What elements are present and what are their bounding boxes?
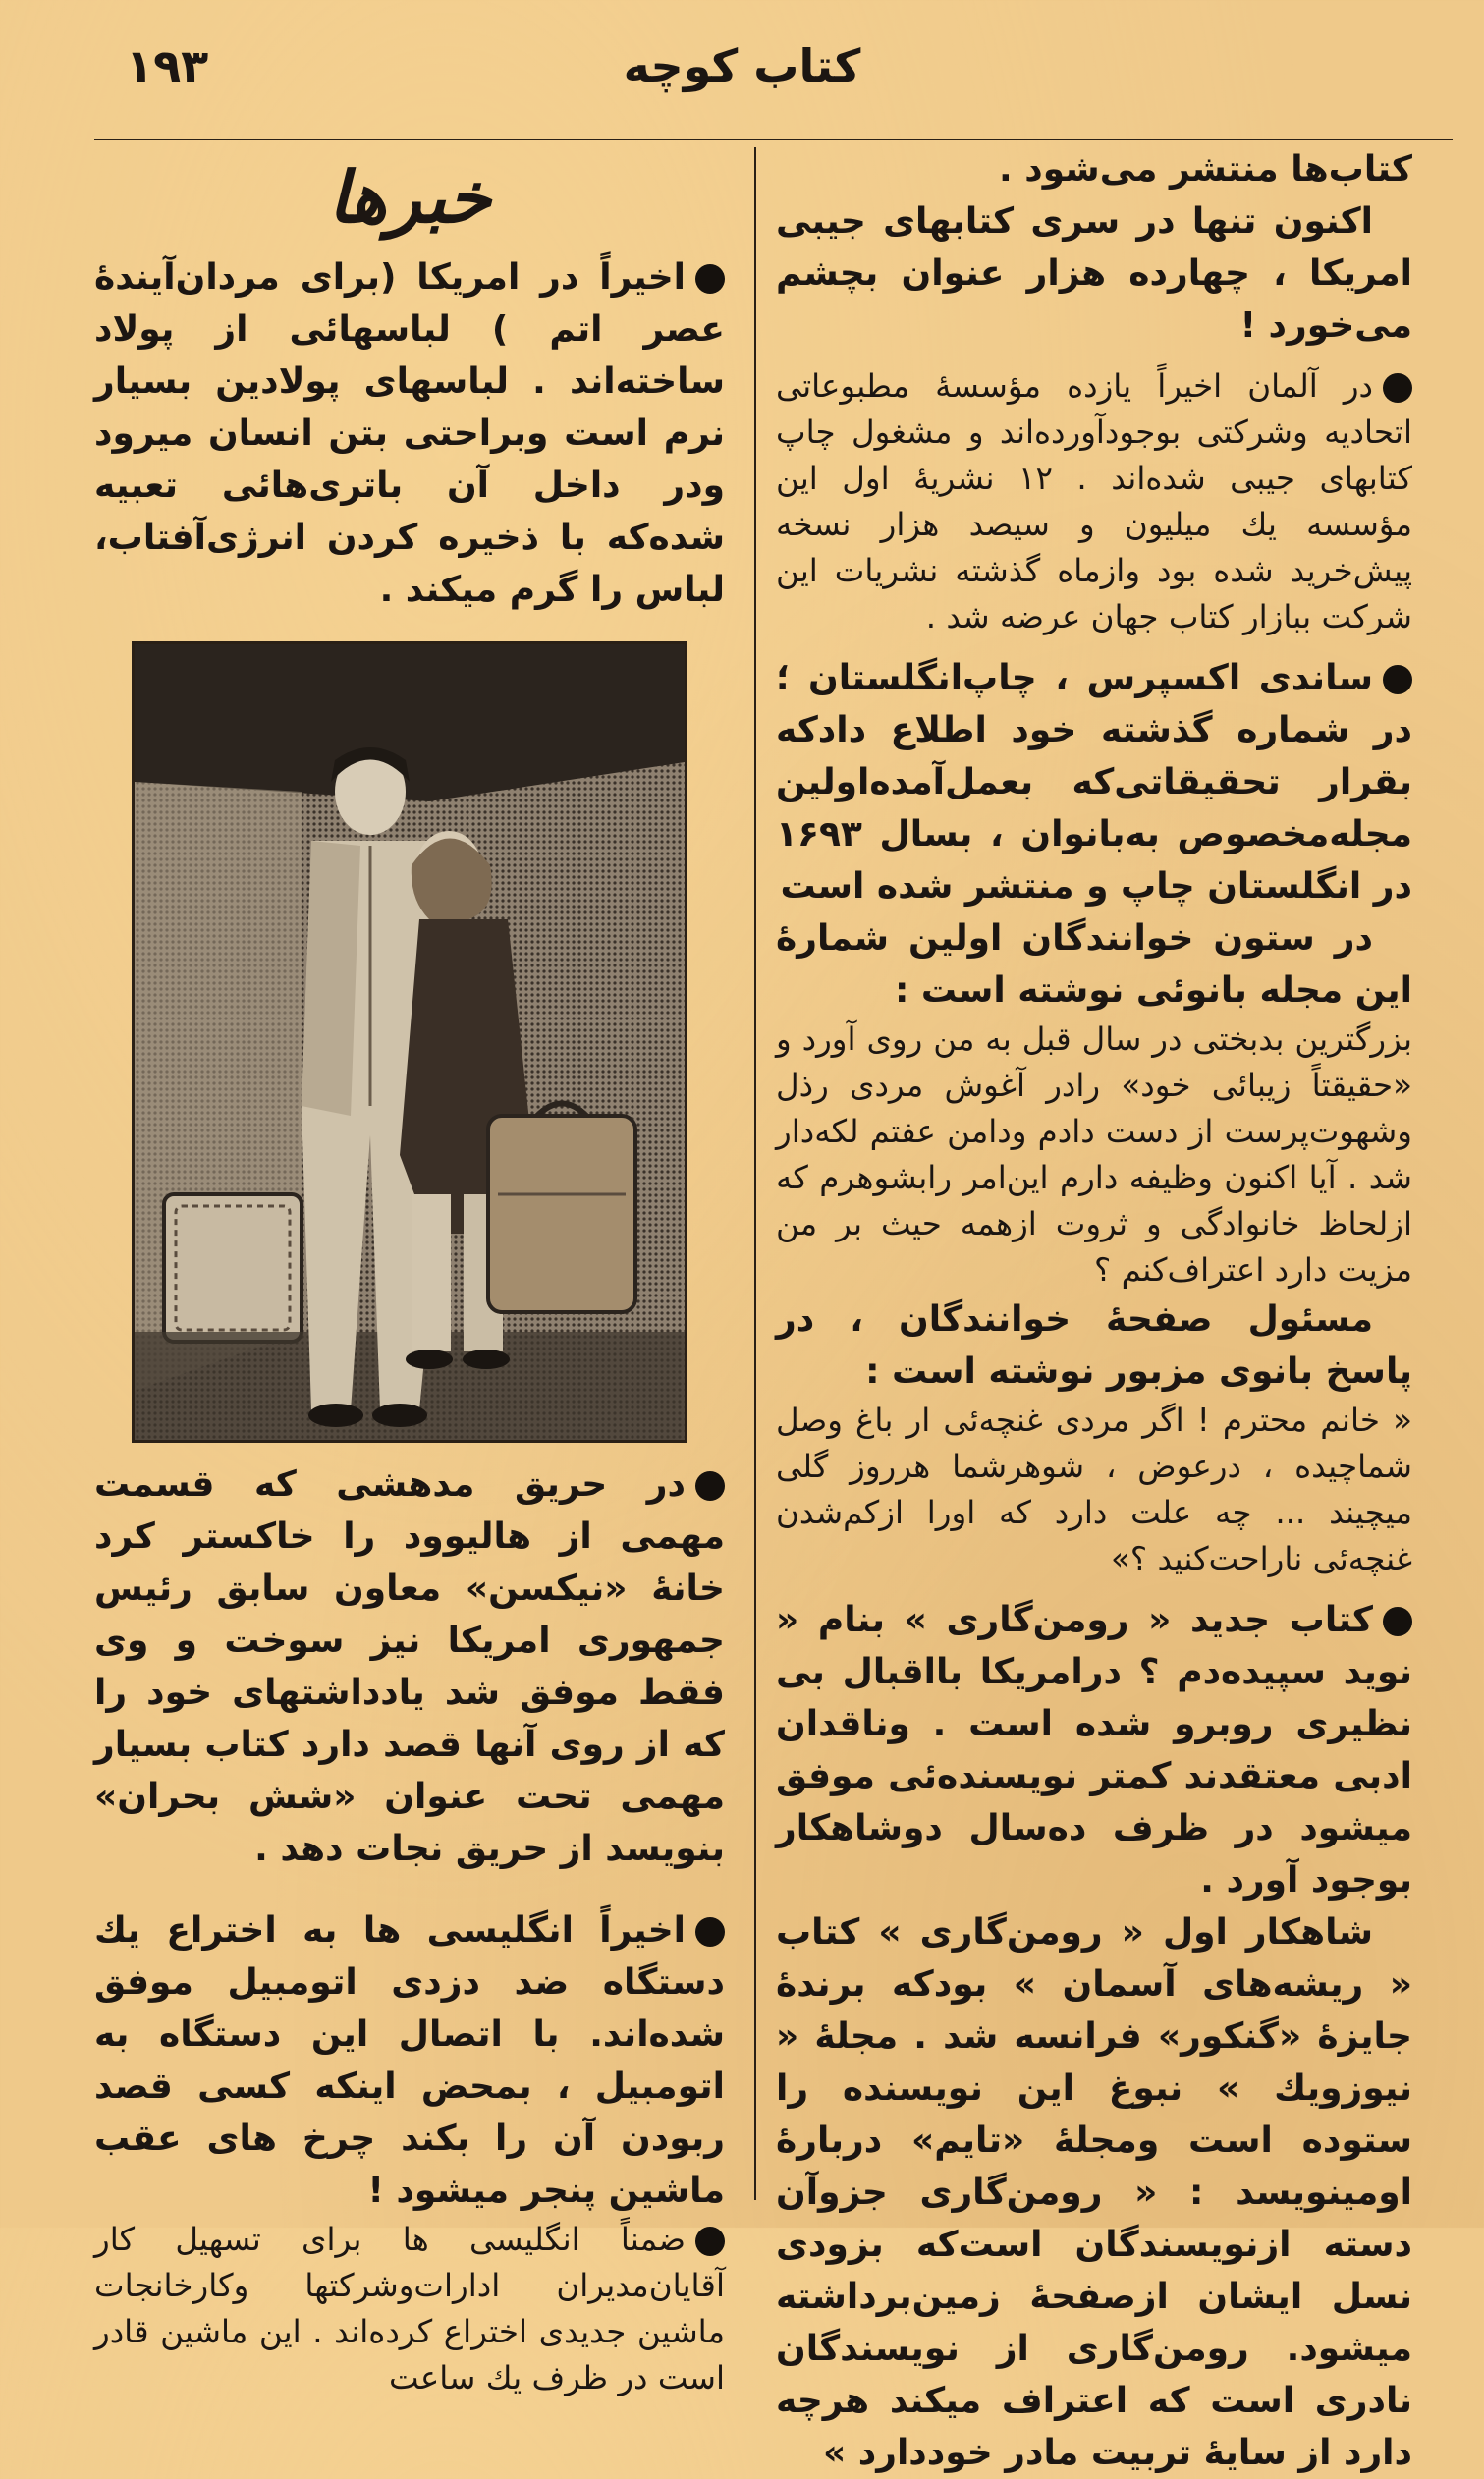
bullet-icon — [695, 1471, 725, 1501]
paragraph: بزرگترین بدبختی در سال قبل به من روی آورد و «حقیقتاً زیبائی خود» رادر آغوش مردی رذل وشهوت‌پرست از دست دادم ودامن عفتم لکه‌دار شد . آیا اکنون وظیفه دارم این‌امر رابشوهرم که ازلحاظ خانوادگی و ثروت ازهمه حیث بر من مزیت دارد اعتراف‌کنم ؟ — [776, 1020, 1412, 1289]
bullet-icon — [1383, 373, 1412, 403]
news-item: اخیراً انگلیسی ها به اختراع یك دستگاه ضد دزدی اتومبیل موفق شده‌اند. با اتصال این دستگاه به اتومبیل ، بمحض اینکه کسی قصد ربودن آن را بکند چرخ های عقب ماشین پنجر میشود ! — [94, 1910, 725, 2211]
bullet-icon — [695, 2227, 725, 2256]
bullet-icon — [695, 264, 725, 294]
page-number: ۱۹۳ — [126, 39, 209, 92]
paragraph: کتاب جدید « رومن‌گاری » بنام « نوید سپیده‌دم ؟ درامریکا بااقبال بی نظیری روبرو شده است . وناقدان ادبی معتقدند کمتر نویسنده‌ئی موفق میشود در ظرف ده‌سال دوشاهکار بوجود آورد . — [776, 1600, 1412, 1901]
column-divider — [754, 147, 756, 2200]
header-rule — [94, 138, 1453, 140]
news-item: در حریق مدهشی که قسمت مهمی از هالیوود را خاکستر کرد خانهٔ «نیکسن» معاون سابق رئیس جمهوری امریکا نیز سوخت و وی فقط موفق شد یادداشتهای خود را که از روی آنها قصد دارد کتاب بسیار مهمی تحت عنوان «شش بحران» بنویسد از حریق نجات دهد . — [94, 1464, 725, 1869]
news-item: اخیراً در امریکا (برای مردان‌آیندهٔ عصر اتم ) لباسهائی از پولاد ساخته‌اند . لباسهای پولادین بسیار نرم است وبراحتی بتن انسان میرود ودر داخل آن باتری‌هائی تعبیه شده‌که با ذخیره کردن انرژی‌آفتاب، لباس را گرم میکند . — [94, 257, 725, 610]
paragraph: اکنون تنها در سری کتابهای جیبی امریکا ، چهارده هزار عنوان بچشم می‌خورد ! — [776, 201, 1412, 346]
paragraph: در آلمان اخیراً یازده مؤسسهٔ مطبوعاتی اتحادیه وشرکتی بوجودآورده‌اند و مشغول چاپ کتابهای جیبی شده‌اند . ۱۲ نشریهٔ اول این مؤسسه یك میلیون و سیصد هزار نسخه پیش‌خرید شده بود وازماه گذشته نشریات این شرکت ببازار کتاب جهان عرضه شد . — [776, 367, 1412, 635]
paragraph: کتاب‌ها منتشر می‌شود . — [999, 149, 1412, 190]
news-section-heading: خبرها — [328, 155, 491, 239]
paragraph: « خانم محترم ! اگر مردی غنچه‌ئی ار باغ وصل شماچیده ، درعوض ، شوهرشما هرروز گلی میچیند ... چه علت دارد که اورا ازکم‌شدن غنچه‌ئی ناراحت‌کنید ؟» — [776, 1402, 1412, 1577]
bullet-icon — [1383, 1607, 1412, 1636]
news-item: ضمناً انگلیسی ها برای تسهیل کار آقایان‌مدیران ادارات‌وشرکتها وکارخانجات ماشین جدیدی اختراع کرده‌اند . این ماشین قادر است در ظرف یك ساعت — [94, 2221, 725, 2396]
left-column — [94, 143, 725, 2401]
paragraph: شاهکار اول « رومن‌گاری » کتاب « ریشه‌های آسمان » بودکه برندهٔ جایزهٔ «گنکور» فرانسه شد . مجلهٔ « نیوزویك » نبوغ این نویسنده را ستوده است ومجلهٔ «تایم» دربارهٔ اومینویسد : « رومن‌گاری جزوآن دسته ازنویسندگان است‌که بزودی نسل ایشان ازصفحهٔ زمین‌برداشته میشود. رومن‌گاری از نویسندگان نادری است که اعتراف میکند هرچه دارد از سایهٔ تربیت مادر خوددارد » — [776, 1912, 1412, 2473]
bullet-icon — [695, 1917, 725, 1947]
magazine-title: کتاب کوچه — [623, 39, 861, 92]
paragraph: ساندی اکسپرس ، چاپ‌انگلستان ؛ در شماره گذشته خود اطلاع دادکه بقرار تحقیقاتی‌که بعمل‌آمده‌اولین مجله‌مخصوص به‌بانوان ، بسال ۱۶۹۳ در انگلستان چاپ و منتشر شده است — [776, 658, 1412, 907]
paragraph: مسئول صفحهٔ خوانندگان ، در پاسخ بانوی مزبور نوشته است : — [776, 1299, 1412, 1392]
couple-with-suitcase-photo — [132, 641, 687, 1443]
right-column — [776, 143, 1412, 2479]
page-header — [0, 0, 1484, 118]
bullet-icon — [1383, 665, 1412, 694]
paragraph: در ستون خوانندگان اولین شمارهٔ این مجله بانوئی نوشته است : — [776, 918, 1412, 1011]
